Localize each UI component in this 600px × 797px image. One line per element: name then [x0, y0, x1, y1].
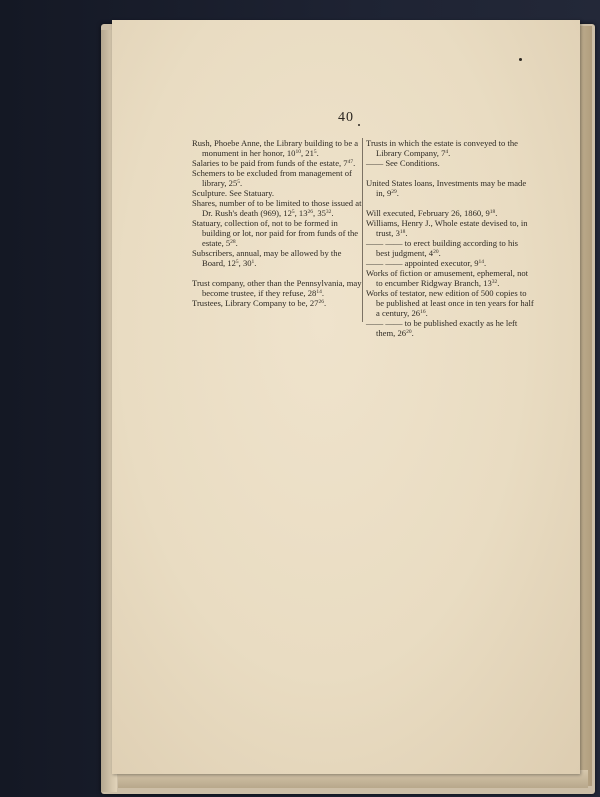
index-entry: —— —— to erect building according to his best judgment, $4^{20}$.	[366, 238, 519, 258]
ink-speck	[519, 58, 522, 61]
index-entry: —— See Conditions.	[366, 158, 440, 168]
index-entry: Statuary, collection of, not to be formed in building or lot, nor paid for from funds of the estate, $5^{28}$.	[192, 218, 359, 248]
index-entry: Trust company, other than the Pennsylvania, may become trustee, if they refuse, $28^{14}$.	[192, 278, 362, 298]
page-number: 40	[338, 110, 354, 125]
spacer	[366, 168, 534, 178]
spacer	[192, 268, 362, 278]
index-entry: —— —— to be published exactly as he left them, $26^{20}$.	[366, 318, 518, 338]
column-divider	[362, 138, 363, 322]
index-entry: Rush, Phoebe Anne, the Library building to be a monument in her honor, $10^{10}$, $21^5$.	[192, 138, 359, 158]
index-entry: Trustees, Library Company to be, $27^{26}$.	[192, 298, 327, 308]
index-entry: Works of testator, new edition of 500 copies to be published at least once in ten years for half a century, $26^{16}$.	[366, 288, 534, 318]
index-entry: Works of fiction or amusement, ephemeral, not to encumber Ridgway Branch, $13^{32}$.	[366, 268, 529, 288]
document-page	[112, 20, 580, 774]
index-entry: Trusts in which the estate is conveyed to the Library Company, $7^4$.	[366, 138, 518, 158]
index-entry: Subscribers, annual, may be allowed by the Board, $12^5$, $30^1$.	[192, 248, 342, 268]
index-entry: Sculpture. See Statuary.	[192, 188, 275, 198]
index-column-right	[366, 138, 534, 338]
index-entry: Salaries to be paid from funds of the estate, $7^{47}$.	[192, 158, 356, 168]
index-column-left	[192, 138, 362, 308]
index-entry: Shares, number of to be limited to those issued at Dr. Rush's death (969), $12^5$, $13^{26}$, $35^{32}$.	[192, 198, 362, 218]
spacer	[366, 198, 534, 208]
ink-speck	[358, 124, 360, 126]
index-entry: Williams, Henry J., Whole estate devised to, in trust, $3^{18}$.	[366, 218, 528, 238]
index-entry: United States loans, Investments may be made in, $9^{29}$.	[366, 178, 527, 198]
index-entry: Schemers to be excluded from management of library, $25^5$.	[192, 168, 352, 188]
index-entry: Will executed, February 26, 1860, $9^{18}$.	[366, 208, 498, 218]
index-entry: —— —— appointed executor, $9^{14}$.	[366, 258, 487, 268]
